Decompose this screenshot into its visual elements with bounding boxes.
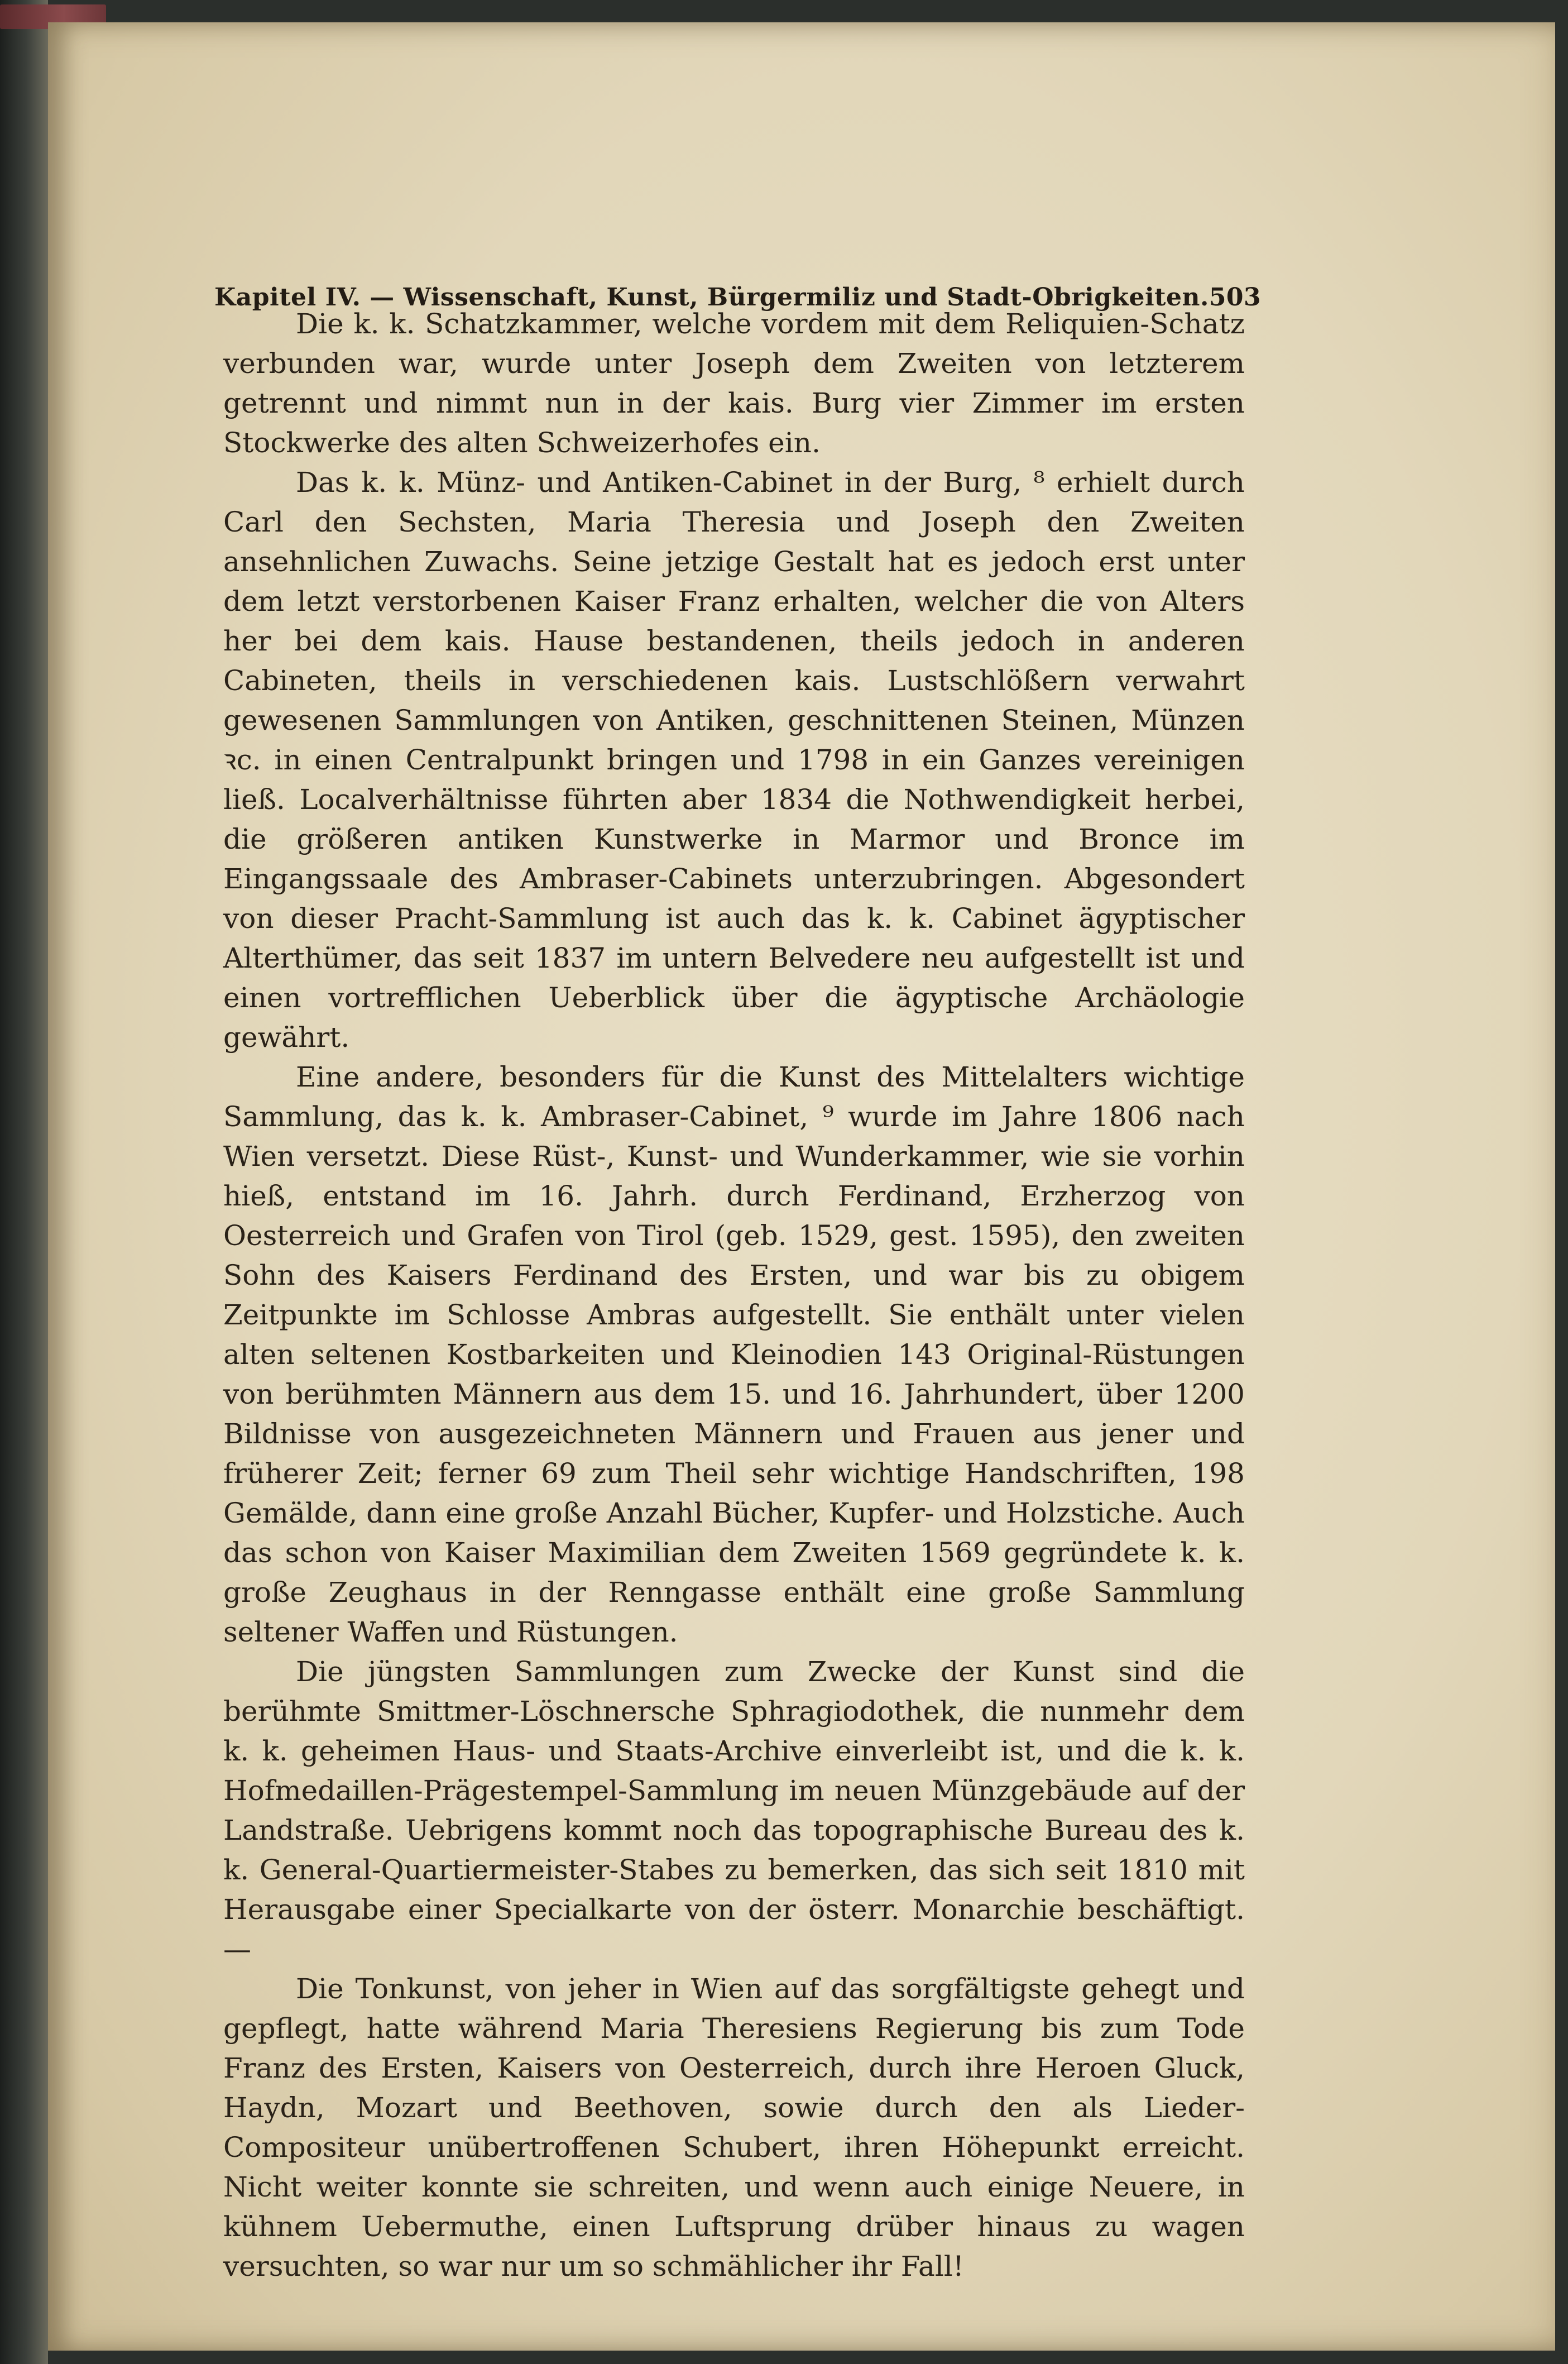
page-number: 503	[1209, 283, 1262, 312]
paragraph-tonkunst: Die Tonkunst, von jeher in Wien auf das sorgfältigste gehegt und gepflegt, hatte während Maria Theresiens Regierung bis zum Tode Franz des Ersten, Kaisers von Oesterreich, durch ihre Heroen Gluck, Haydn, Mozart und Beethoven, sowie durch den als Lieder-Compositeur unübertroffenen Schubert, ihren Höhepunkt erreicht. Nicht weiter konnte sie schreiten, und wenn auch einige Neuere, in kühnem Uebermuthe, einen Luftsprung drüber hinaus zu wagen versuchten, so war nur um so schmählicher ihr Fall!	[223, 1973, 1245, 2282]
paragraph-ambraser-cabinet: Eine andere, besonders für die Kunst des Mittelalters wichtige Sammlung, das k. k. Ambraser-Cabinet, ⁹ wurde im Jahre 1806 nach Wien versetzt. Diese Rüst-, Kunst- und Wunderkammer, wie sie vorhin hieß, entstand im 16. Jahrh. durch Ferdinand, Erzherzog von Oesterreich und Grafen von Tirol (geb. 1529, gest. 1595), den zweiten Sohn des Kaisers Ferdinand des Ersten, und war bis zu obigem Zeitpunkte im Schlosse Ambras aufgestellt. Sie enthält unter vielen alten seltenen Kostbarkeiten und Kleinodien 143 Original-Rüstungen von berühmten Männern aus dem 15. und 16. Jahrhundert, über 1200 Bildnisse von ausgezeichneten Männern und Frauen aus jener und früherer Zeit; ferner 69 zum Theil sehr wichtige Handschriften, 198 Gemälde, dann eine große Anzahl Bücher, Kupfer- und Holzstiche. Auch das schon von Kaiser Maximilian dem Zweiten 1569 gegründete k. k. große Zeughaus in der Renngasse enthält eine große Sammlung seltener Waffen und Rüstungen.	[223, 1061, 1245, 1648]
book-spine-edge	[0, 0, 48, 2364]
body-text	[223, 304, 1245, 2286]
paragraph-muenz-antiken-cabinet: Das k. k. Münz- und Antiken-Cabinet in der Burg, ⁸ erhielt durch Carl den Sechsten, Maria Theresia und Joseph den Zweiten ansehnlichen Zuwachs. Seine jetzige Gestalt hat es jedoch erst unter dem letzt verstorbenen Kaiser Franz erhalten, welcher die von Alters her bei dem kais. Hause bestandenen, theils jedoch in anderen Cabineten, theils in verschiedenen kais. Lustschlößern verwahrt gewesenen Sammlungen von Antiken, geschnittenen Steinen, Münzen ꝛc. in einen Centralpunkt bringen und 1798 in ein Ganzes vereinigen ließ. Localverhältnisse führten aber 1834 die Nothwendigkeit herbei, die größeren antiken Kunstwerke in Marmor und Bronce im Eingangssaale des Ambraser-Cabinets unterzubringen. Abgesondert von dieser Pracht-Sammlung ist auch das k. k. Cabinet ägyptischer Alterthümer, das seit 1837 im untern Belvedere neu aufgestellt ist und einen vortrefflichen Ueberblick über die ägyptische Archäologie gewährt.	[223, 466, 1245, 1054]
running-title: Kapitel IV. — Wissenschaft, Kunst, Bürgermiliz und Stadt-Obrigkeiten.	[214, 283, 1209, 312]
paragraph-juengste-sammlungen: Die jüngsten Sammlungen zum Zwecke der Kunst sind die berühmte Smittmer-Löschnersche Sphragiodothek, die nunmehr dem k. k. geheimen Haus- und Staats-Archive einverleibt ist, und die k. k. Hofmedaillen-Prägestempel-Sammlung im neuen Münzgebäude auf der Landstraße. Uebrigens kommt noch das topographische Bureau des k. k. General-Quartiermeister-Stabes zu bemerken, das sich seit 1810 mit Herausgabe einer Specialkarte von der österr. Monarchie beschäftigt. —	[223, 1655, 1245, 1965]
paragraph-schatzkammer: Die k. k. Schatzkammer, welche vordem mit dem Reliquien-Schatz verbunden war, wurde unter Joseph dem Zweiten von letzterem getrennt und nimmt nun in der kais. Burg vier Zimmer im ersten Stockwerke des alten Schweizerhofes ein.	[223, 308, 1245, 459]
page-header	[214, 250, 1262, 312]
